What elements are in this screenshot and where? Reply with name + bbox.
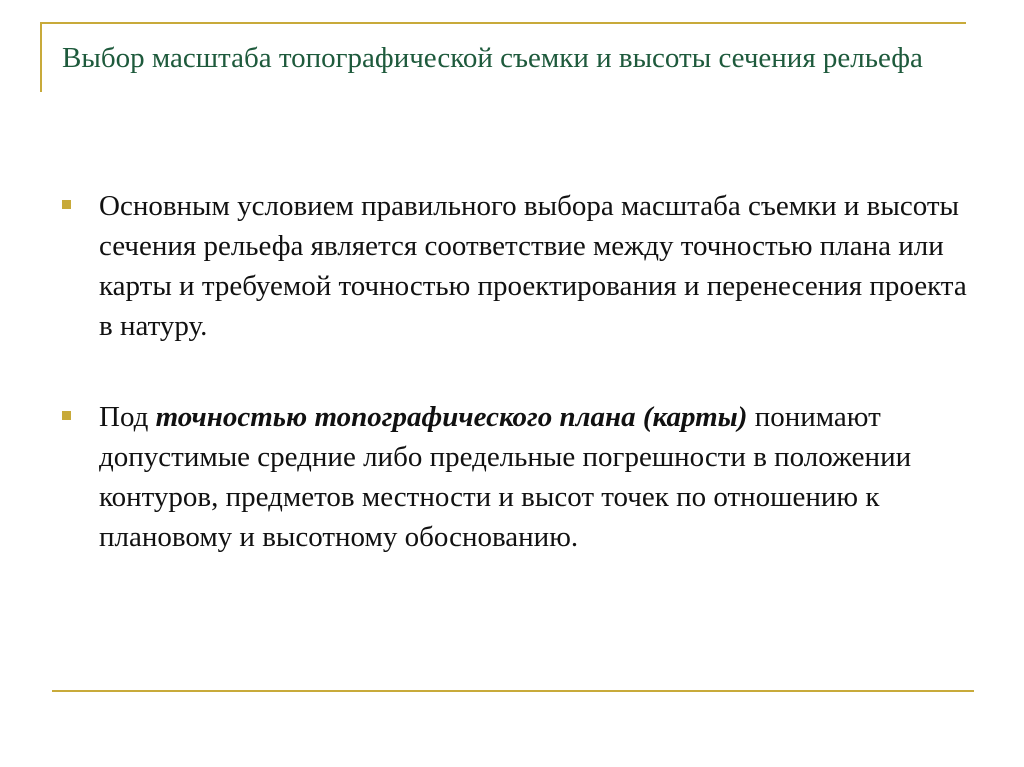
bottom-divider-line: [52, 690, 974, 692]
bullet-prefix: Под: [99, 401, 156, 433]
square-bullet-icon: [62, 200, 71, 209]
left-accent-line: [40, 22, 42, 92]
square-bullet-icon: [62, 411, 71, 420]
slide-title: Выбор масштаба топографической съемки и высоты сечения рельефа: [62, 42, 923, 74]
bullet-text: Основным условием правильного выбора масштаба съемки и высоты сечения рельефа является соответствие между точностью плана или карты и требуемой точностью проектирования и перенесения проекта в натуру.: [99, 190, 967, 342]
bullet-item: [62, 397, 982, 557]
bullet-list: [62, 186, 982, 557]
bullet-item: [62, 186, 982, 346]
bullet-suffix: понимают допустимые средние либо предельные погрешности в положении контуров, предметов местности и высот точек по отношению к плановому и высотному обоснованию.: [99, 401, 912, 553]
top-divider-line: [40, 22, 966, 24]
bullet-emphasis: точностью топографического плана (карты): [155, 401, 748, 433]
